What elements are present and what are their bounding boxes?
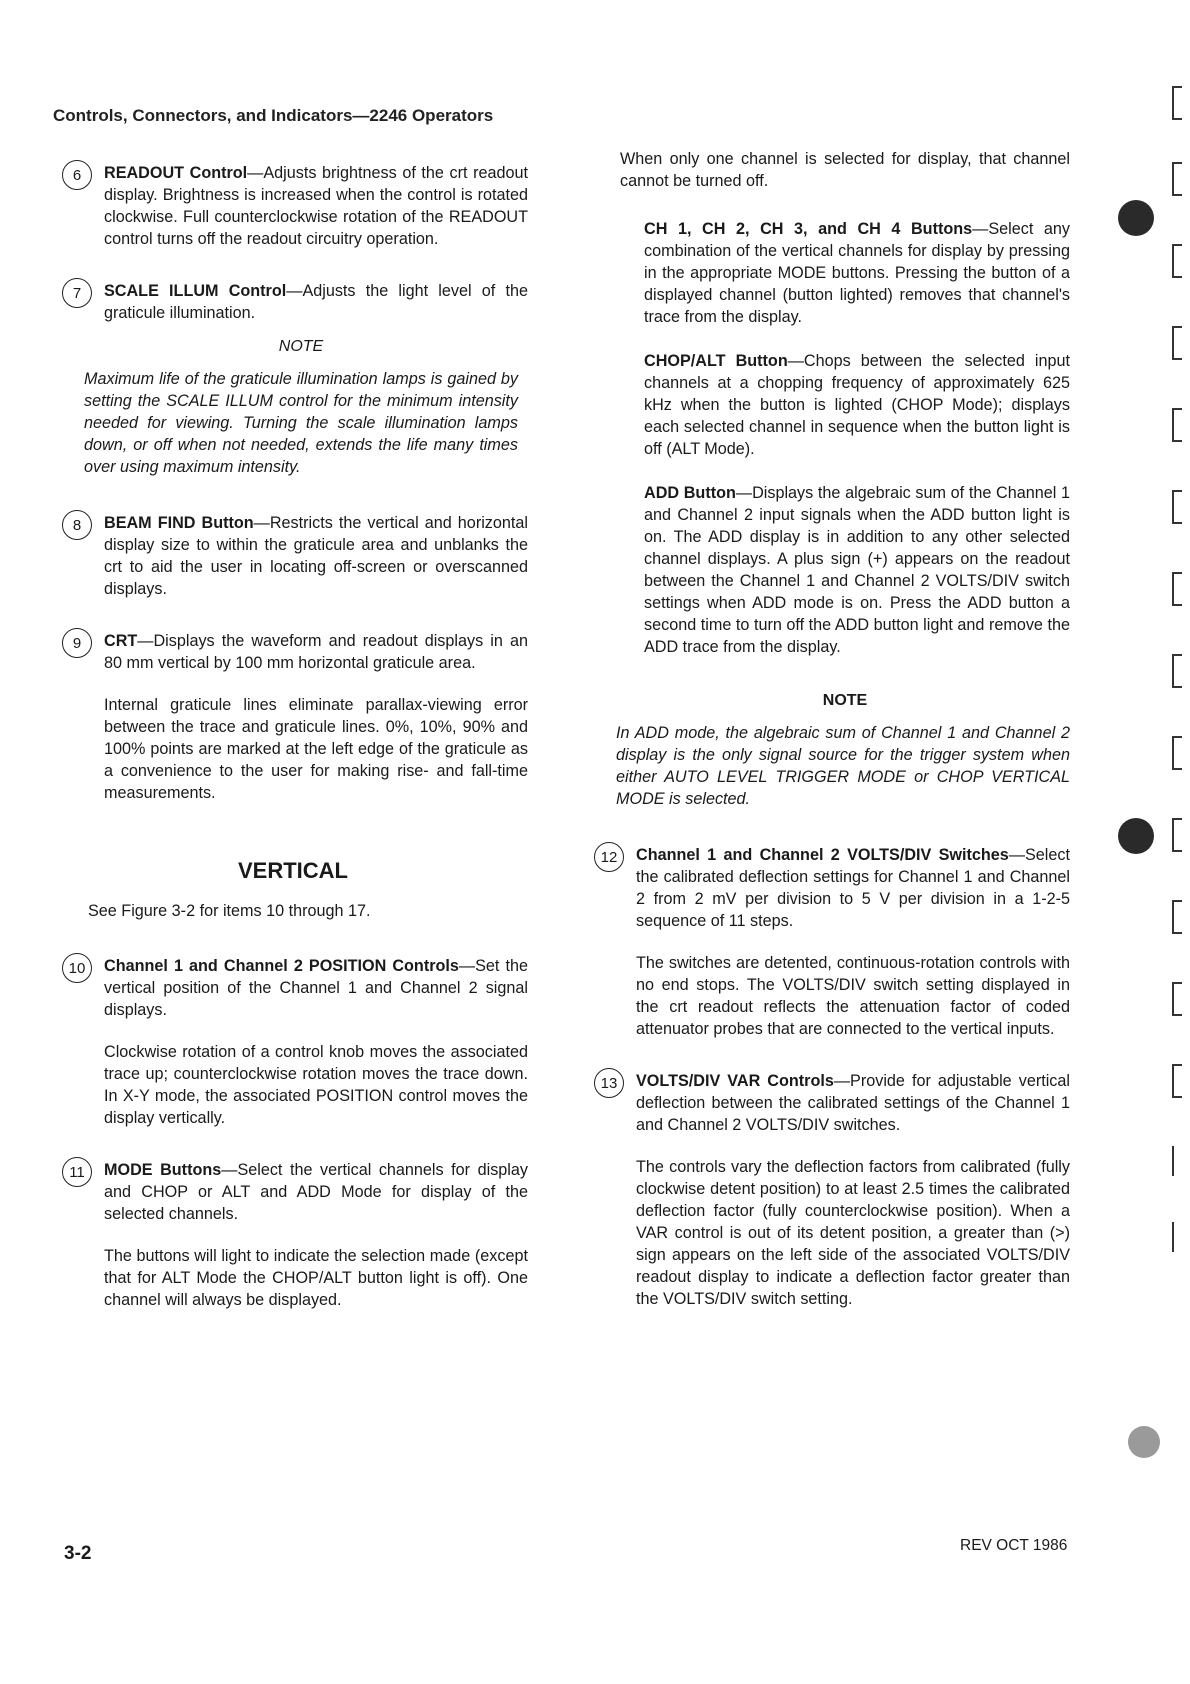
item-title: Channel 1 and Channel 2 POSITION Controls — [104, 957, 459, 975]
binder-bracket — [1172, 572, 1182, 606]
item-title: BEAM FIND Button — [104, 514, 254, 532]
item-number: 6 — [62, 160, 92, 190]
item-number: 10 — [62, 953, 92, 983]
note-text: Maximum life of the graticule illumination lamps is gained by setting the SCALE ILLUM control for the minimum intensity needed for viewing. Turning the scale illumination lamps down, or off when not needed, extends the life many times over using maximum intensity. — [84, 370, 518, 476]
binder-bracket — [1172, 818, 1182, 852]
revision-date: REV OCT 1986 — [960, 1537, 1068, 1554]
item-title: CRT — [104, 632, 138, 650]
binder-bracket — [1172, 86, 1182, 120]
punch-hole-icon — [1118, 200, 1154, 236]
right-column — [600, 148, 1070, 1340]
sub-text: —Chops between the selected input channels at a chopping frequency of approximately 625 kHz when the button is lighted (CHOP Mode); displays each selected channel in sequence when the button light is off (ALT Mode). — [644, 352, 1070, 458]
punch-hole-icon — [1128, 1426, 1160, 1458]
binder-bracket — [1172, 982, 1182, 1016]
item-7 — [58, 280, 528, 324]
item-number: 12 — [594, 842, 624, 872]
page-number: 3-2 — [64, 1543, 92, 1564]
item-text: —Select the vertical channels for display and CHOP or ALT and ADD Mode for display of the selected channels. — [104, 1161, 528, 1223]
item-number: 9 — [62, 628, 92, 658]
binder-bracket — [1172, 1146, 1182, 1176]
item-text: —Provide for adjustable vertical deflection between the calibrated settings of the Channel 1 and Channel 2 VOLTS/DIV switches. — [636, 1072, 1070, 1134]
binder-bracket — [1172, 1064, 1182, 1098]
chop-alt-desc — [644, 350, 1070, 460]
item-text: —Displays the waveform and readout displays in an 80 mm vertical by 100 mm horizontal graticule area. — [104, 632, 528, 672]
sub-text: —Select any combination of the vertical channels for display by pressing in the appropriate MODE buttons. Pressing the button of a displayed channel (button lighted) removes that channel's trace from the display. — [644, 220, 1070, 326]
figure-reference: See Figure 3-2 for items 10 through 17. — [88, 902, 371, 920]
item-para: Internal graticule lines eliminate parallax-viewing error between the trace and graticule lines. 0%, 10%, 90% and 100% points are marked at the left edge of the graticule as a convenience to the user for making rise- and fall-time measurements. — [104, 696, 528, 802]
item-text: —Restricts the vertical and horizontal display size to within the graticule area and unblanks the crt to aid the user in locating off-screen or overscanned displays. — [104, 514, 528, 598]
ch-buttons-desc — [644, 218, 1070, 328]
add-button-desc — [644, 482, 1070, 658]
item-title: VOLTS/DIV VAR Controls — [636, 1072, 834, 1090]
note-title: NOTE — [822, 692, 868, 709]
note-title: NOTE — [278, 338, 324, 355]
item-9 — [58, 630, 528, 804]
item-text: —Set the vertical position of the Channel 1 and Channel 2 signal displays. — [104, 957, 528, 1019]
item-title: SCALE ILLUM Control — [104, 282, 287, 300]
note-block — [616, 692, 1070, 810]
binder-bracket — [1172, 900, 1182, 934]
item-para: The controls vary the deflection factors from calibrated (fully clockwise detent position) to at least 2.5 times the calibrated deflection factor (fully counterclockwise position). When a VAR control is out of its detent position, a greater than (>) sign appears on the left side of the associated VOLTS/DIV readout display to indicate a deflection factor greater than the VOLTS/DIV switch setting. — [636, 1158, 1070, 1308]
item-text: —Adjusts brightness of the crt readout display. Brightness is increased when the control is rotated clockwise. Full counterclockwise rotation of the READOUT control turns off the readout circuitry operation. — [104, 164, 528, 248]
item-para: Clockwise rotation of a control knob moves the associated trace up; counterclockwise rotation moves the trace down. In X-Y mode, the associated POSITION control moves the display vertically. — [104, 1043, 528, 1127]
item-title: MODE Buttons — [104, 1161, 222, 1179]
item-text: —Adjusts the light level of the graticule illumination. — [104, 282, 528, 322]
binder-bracket — [1172, 162, 1182, 196]
page-header: Controls, Connectors, and Indicators—2246 Operators — [53, 106, 494, 125]
item-title: READOUT Control — [104, 164, 248, 182]
item-6 — [58, 162, 528, 250]
item-para: The switches are detented, continuous-rotation controls with no end stops. The VOLTS/DIV switch setting displayed in the crt readout reflects the attenuation factor of coded attenuator probes that are connected to the vertical inputs. — [636, 954, 1070, 1038]
item-number: 8 — [62, 510, 92, 540]
item-10 — [58, 955, 528, 1129]
binder-bracket — [1172, 654, 1182, 688]
item-number: 7 — [62, 278, 92, 308]
sub-title: CH 1, CH 2, CH 3, and CH 4 Buttons — [644, 220, 973, 238]
sub-title: ADD Button — [644, 484, 736, 502]
sub-text: —Displays the algebraic sum of the Channel 1 and Channel 2 input signals when the ADD button light is on. The ADD display is in addition to any other selected channel displays. A plus sign (+) appears on the readout between the Channel 1 and Channel 2 VOLTS/DIV switch settings when ADD mode is on. Press the ADD button a second time to turn off the ADD button light and remove the ADD trace from the display. — [644, 484, 1070, 656]
binder-bracket — [1172, 326, 1182, 360]
item-11 — [58, 1159, 528, 1311]
punch-hole-icon — [1118, 818, 1154, 854]
item-text: —Select the calibrated deflection settings for Channel 1 and Channel 2 from 2 mV per division to 5 V per division in a 1-2-5 sequence of 11 steps. — [636, 846, 1070, 930]
item-13 — [590, 1070, 1070, 1310]
item-number: 11 — [62, 1157, 92, 1187]
section-heading: VERTICAL — [238, 858, 348, 883]
binder-bracket — [1172, 1222, 1182, 1252]
left-column — [58, 162, 528, 1341]
sub-title: CHOP/ALT Button — [644, 352, 788, 370]
intro-text: When only one channel is selected for display, that channel cannot be turned off. — [620, 150, 1070, 190]
note-block — [58, 338, 528, 478]
item-title: Channel 1 and Channel 2 VOLTS/DIV Switches — [636, 846, 1009, 864]
note-text: In ADD mode, the algebraic sum of Channel 1 and Channel 2 display is the only signal source for the trigger system when either AUTO LEVEL TRIGGER MODE or CHOP VERTICAL MODE is selected. — [616, 724, 1070, 808]
item-number: 13 — [594, 1068, 624, 1098]
binder-bracket — [1172, 736, 1182, 770]
binder-bracket — [1172, 244, 1182, 278]
item-12 — [590, 844, 1070, 1040]
binder-bracket — [1172, 408, 1182, 442]
item-para: The buttons will light to indicate the selection made (except that for ALT Mode the CHOP/ALT button light is off). One channel will always be displayed. — [104, 1247, 528, 1309]
binder-bracket — [1172, 490, 1182, 524]
item-8 — [58, 512, 528, 600]
